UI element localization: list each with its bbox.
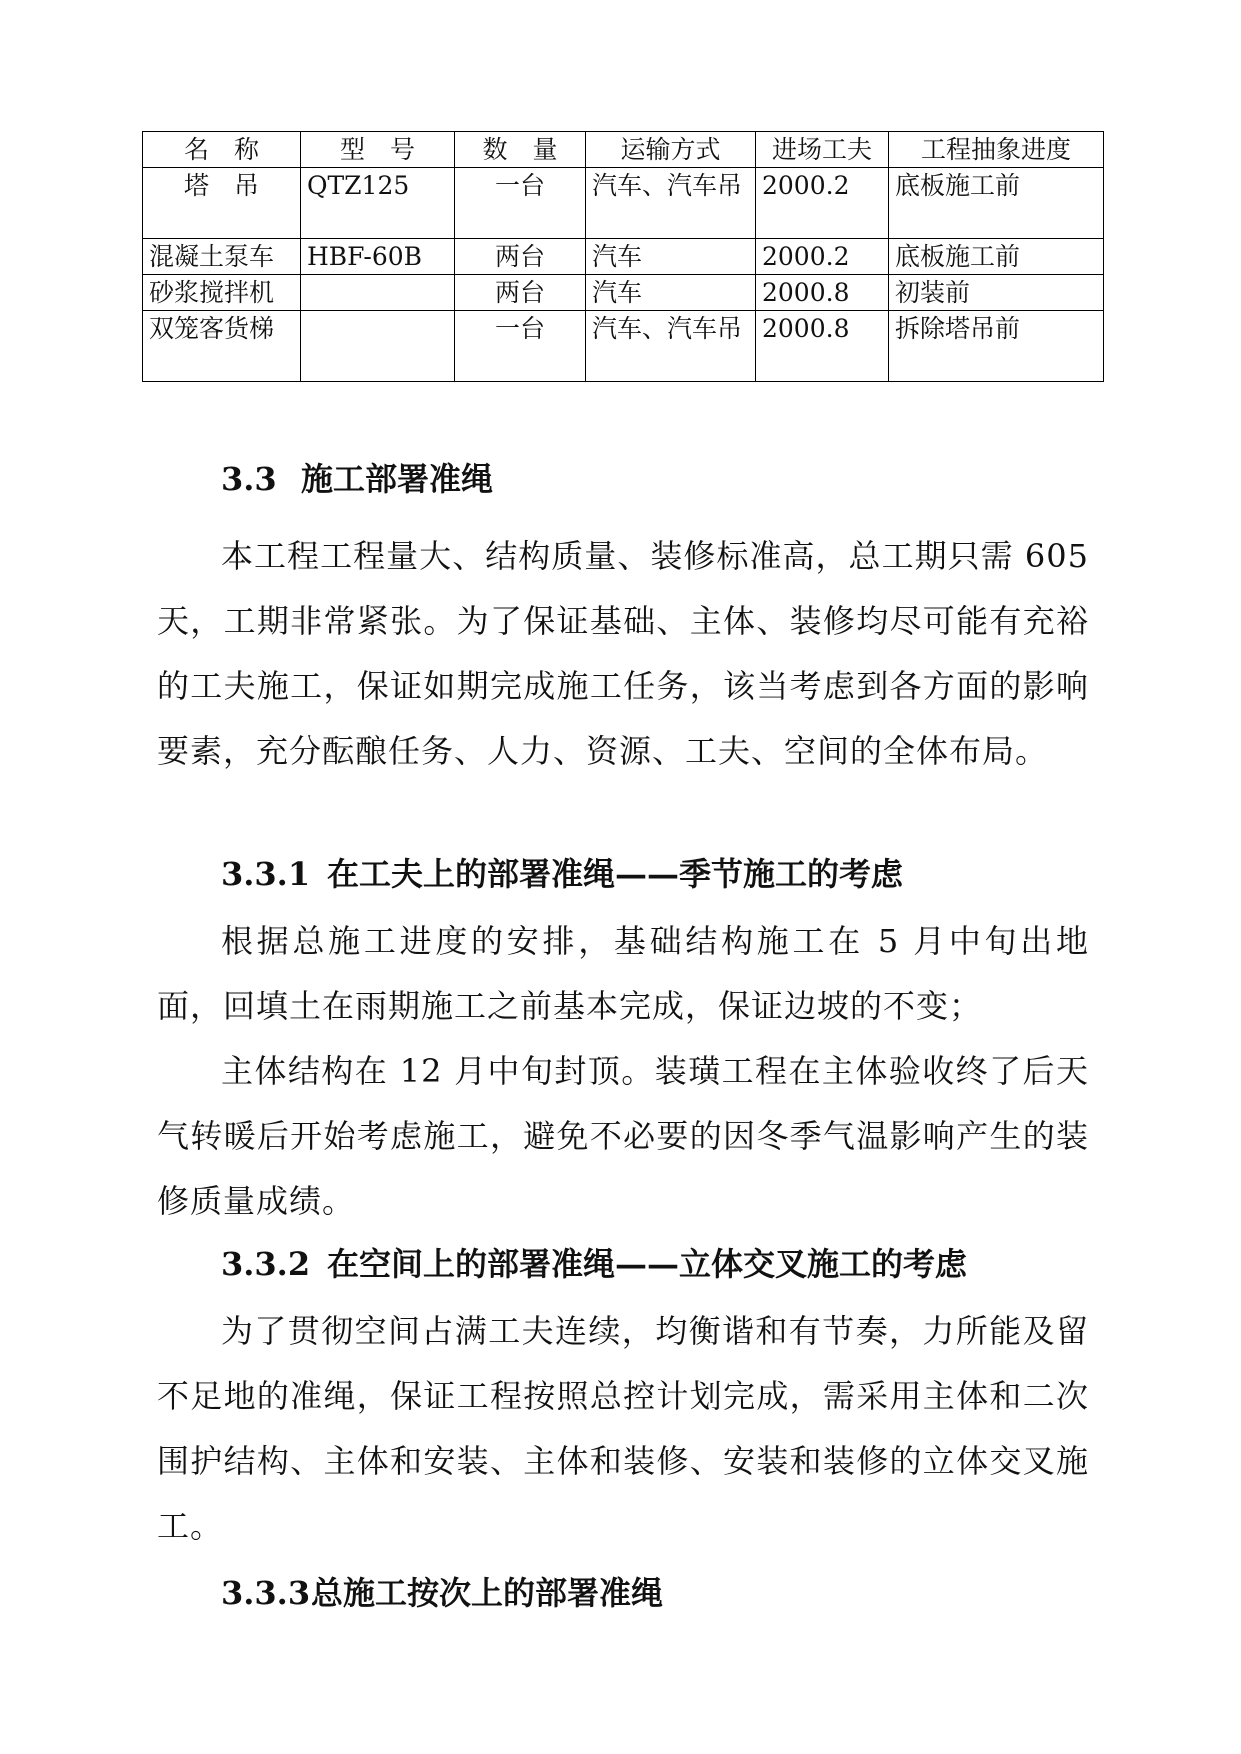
- section-number: 3.3.1: [221, 855, 311, 893]
- table-header-row: [143, 132, 1104, 168]
- section-heading-3-3-3: [221, 1569, 663, 1617]
- cell-transport: 汽车: [586, 275, 756, 311]
- header-model: 型 号: [301, 132, 455, 168]
- section-title: 施工部署准绳: [301, 460, 494, 498]
- header-progress: 工程抽象进度: [889, 132, 1104, 168]
- header-entry-time: 进场工夫: [756, 132, 889, 168]
- table-row: [143, 168, 1104, 239]
- cell-transport: 汽车、汽车吊: [586, 311, 756, 382]
- paragraph-3-3: 本工程工程量大、结构质量、装修标准高，总工期只需 605 天，工期非常紧张。为了保证基础、主体、装修均尽可能有充裕的工夫施工，保证如期完成施工任务，该当考虑到各方面的影响要素，充分酝酿任务、人力、资源、工夫、空间的全体布局。: [157, 537, 1089, 770]
- header-name: 名 称: [143, 132, 301, 168]
- equipment-table: [142, 131, 1104, 382]
- paragraph-3-3-1-b: 主体结构在 12 月中旬封顶。装璜工程在主体验收终了后天气转暖后开始考虑施工，避免不必要的因冬季气温影响产生的装修质量成绩。: [157, 1052, 1089, 1220]
- cell-quantity: 一台: [455, 168, 586, 239]
- section-number: 3.3: [221, 460, 277, 498]
- cell-transport: 汽车、汽车吊: [586, 168, 756, 239]
- cell-progress: 初装前: [889, 275, 1104, 311]
- cell-entry-time: 2000.8: [756, 275, 889, 311]
- cell-entry-time: 2000.2: [756, 239, 889, 275]
- header-quantity: 数 量: [455, 132, 586, 168]
- section-title: 在空间上的部署准绳——立体交叉施工的考虑: [327, 1245, 968, 1283]
- cell-name: 砂浆搅拌机: [143, 275, 301, 311]
- cell-progress: 拆除塔吊前: [889, 311, 1104, 382]
- cell-progress: 底板施工前: [889, 168, 1104, 239]
- cell-transport: 汽车: [586, 239, 756, 275]
- cell-quantity: 两台: [455, 239, 586, 275]
- paragraph-3-3-2: 为了贯彻空间占满工夫连续，均衡谐和有节奏，力所能及留不足地的准绳，保证工程按照总控计划完成，需采用主体和二次围护结构、主体和安装、主体和装修、安装和装修的立体交叉施工。: [157, 1312, 1089, 1545]
- paragraph-3-3-1-a: 根据总施工进度的安排，基础结构施工在 5 月中旬出地面，回填土在雨期施工之前基本完成，保证边坡的不变；: [157, 922, 1089, 1025]
- section-heading-3-3-2: [221, 1240, 967, 1288]
- cell-entry-time: 2000.8: [756, 311, 889, 382]
- cell-quantity: 一台: [455, 311, 586, 382]
- cell-model: QTZ125: [301, 168, 455, 239]
- section-number: 3.3.3: [221, 1574, 311, 1612]
- cell-name: 塔 吊: [143, 168, 301, 239]
- cell-name: 混凝土泵车: [143, 239, 301, 275]
- cell-model: HBF-60B: [301, 239, 455, 275]
- section-title: 在工夫上的部署准绳——季节施工的考虑: [327, 855, 904, 893]
- cell-model: [301, 275, 455, 311]
- table-row: [143, 275, 1104, 311]
- table-row: [143, 311, 1104, 382]
- cell-quantity: 两台: [455, 275, 586, 311]
- cell-progress: 底板施工前: [889, 239, 1104, 275]
- cell-model: [301, 311, 455, 382]
- section-heading-3-3: [221, 455, 493, 503]
- section-number: 3.3.2: [221, 1245, 311, 1283]
- cell-entry-time: 2000.2: [756, 168, 889, 239]
- section-title: 总施工按次上的部署准绳: [311, 1574, 664, 1612]
- table-row: [143, 239, 1104, 275]
- cell-name: 双笼客货梯: [143, 311, 301, 382]
- header-transport: 运输方式: [586, 132, 756, 168]
- section-heading-3-3-1: [221, 850, 903, 898]
